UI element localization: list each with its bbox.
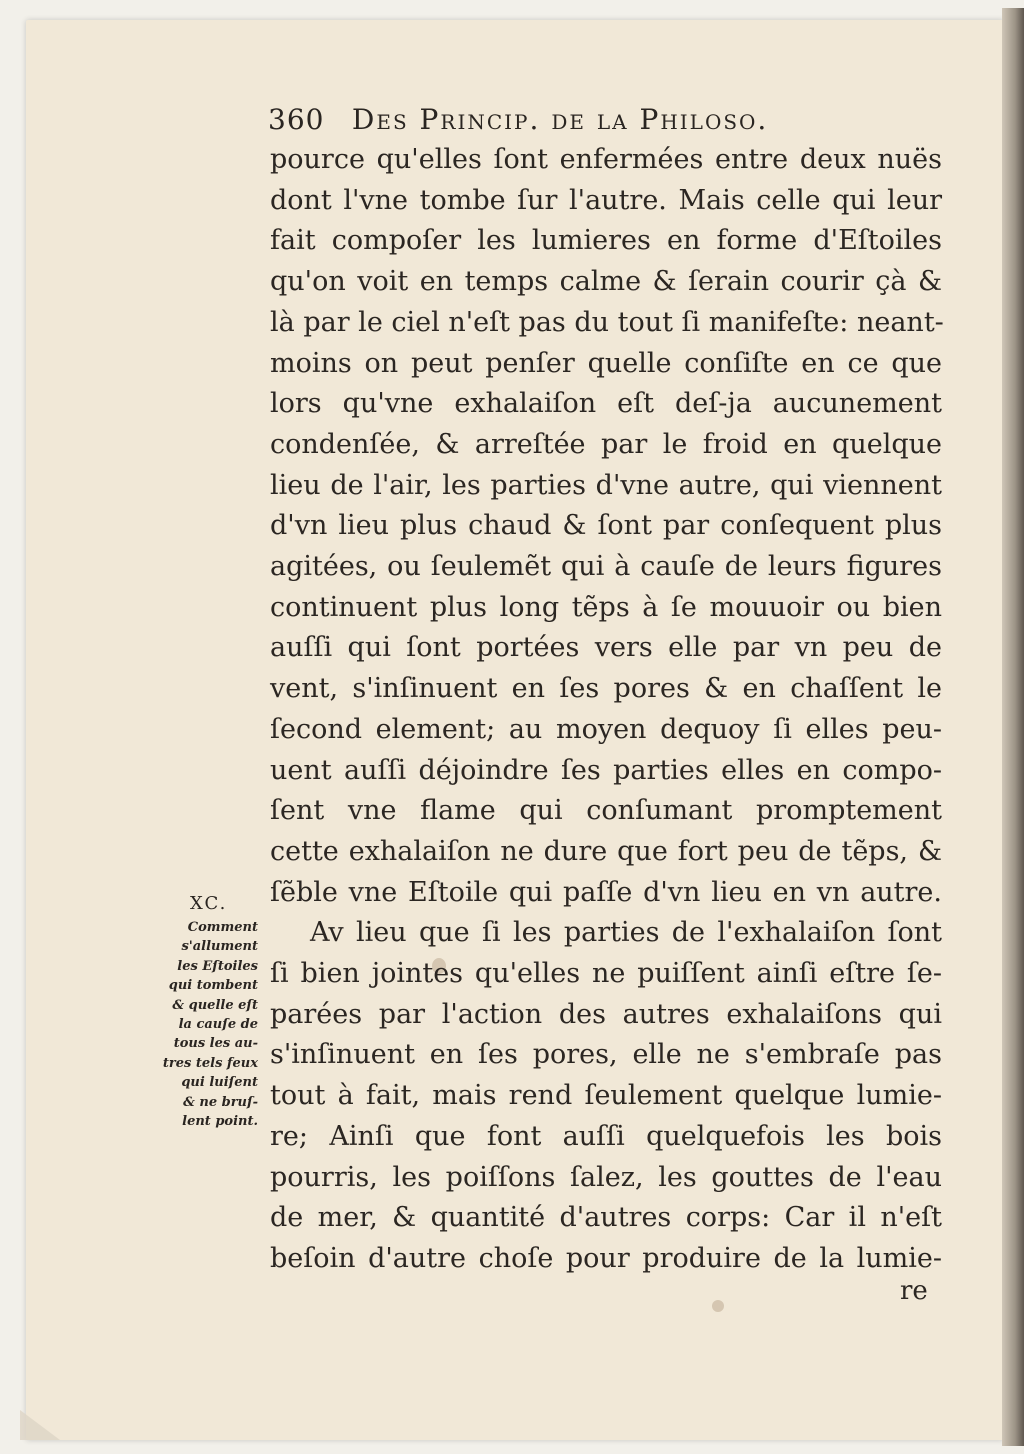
catchword: re bbox=[900, 1276, 928, 1306]
margin-note-line: tres tels feux bbox=[162, 1055, 258, 1071]
text-line: qu'on voit en temps calme & ſerain courir çà & bbox=[270, 266, 942, 298]
text-line: fait compoſer les lumieres en forme d'Eſtoiles bbox=[270, 225, 942, 257]
text-line: lieu de l'air, les parties d'vne autre, qui viennent bbox=[270, 469, 942, 501]
text-line: cette exhalaiſon ne dure que fort peu de tẽps, & bbox=[270, 835, 942, 867]
margin-note-line: qui luiſent bbox=[181, 1075, 258, 1091]
margin-note-line: la cauſe de bbox=[178, 1017, 258, 1033]
margin-note-line: & ne bruſ- bbox=[183, 1094, 258, 1110]
paragraph-start-line: Av lieu que ſi les parties de l'exhalaiſon ſont bbox=[310, 917, 942, 949]
text-line: tout à fait, mais rend ſeulement quelque lumie- bbox=[270, 1080, 942, 1112]
running-head bbox=[268, 103, 958, 143]
text-line: auſſi qui ſont portées vers elle par vn peu de bbox=[270, 632, 942, 664]
text-line: là par le ciel n'eſt pas du tout ſi manifeſte: neant- bbox=[270, 306, 944, 338]
text-line: ſecond element; au moyen dequoy ſi elles peu- bbox=[270, 713, 942, 745]
text-line: s'inſinuent en ſes pores, elle ne s'embraſe pas bbox=[270, 1039, 942, 1071]
text-line: d'vn lieu plus chaud & ſont par conſequent plus bbox=[270, 510, 942, 542]
text-line: pource qu'elles ſont enfermées entre deux nuës bbox=[270, 144, 942, 175]
text-line: ſẽble vne Eſtoile qui paſſe d'vn lieu en vn autre. bbox=[270, 876, 942, 908]
text-line: agitées, ou ſeulemẽt qui à cauſe de leurs figures bbox=[270, 551, 942, 583]
text-line: re; Ainſi que font auſſi quelquefois les bois bbox=[270, 1120, 942, 1152]
text-line: ſent vne flame qui conſumant promptement bbox=[270, 795, 942, 827]
text-line: de mer, & quantité d'autres corps: Car il n'eſt bbox=[270, 1202, 942, 1234]
page-edge-shadow bbox=[1002, 8, 1024, 1446]
text-line: parées par l'action des autres exhalaiſons qui bbox=[270, 998, 942, 1030]
text-line: dont l'vne tombe ſur l'autre. Mais celle qui leur bbox=[270, 184, 942, 216]
text-line: beſoin d'autre choſe pour produire de la lumie- bbox=[270, 1242, 942, 1274]
margin-note-line: lent point. bbox=[182, 1114, 258, 1130]
margin-note-line: les Eſtoiles bbox=[177, 958, 258, 974]
text-line: condenſée, & arreſtée par le froid en quelque bbox=[270, 428, 942, 460]
margin-note bbox=[150, 918, 258, 1131]
text-line: vent, s'inſinuent en ſes pores & en chaſſent le bbox=[270, 673, 942, 705]
page-number: 360 bbox=[268, 103, 325, 136]
text-line: moins on peut penſer quelle conſiſte en ce que bbox=[270, 347, 942, 379]
sidenote-number: XC. bbox=[190, 893, 228, 914]
text-line: ſi bien jointes qu'elles ne puiſſent ainſi eſtre ſe- bbox=[270, 958, 942, 990]
margin-note-line: qui tombent bbox=[168, 978, 258, 994]
margin-note-line: & quelle eſt bbox=[172, 997, 258, 1013]
running-title: Des Princip. de la Philoso. bbox=[351, 103, 769, 136]
text-line: pourris, les poiſſons ſalez, les gouttes de l'eau bbox=[270, 1161, 942, 1193]
text-line: uent auſſi déjoindre ſes parties elles en compo- bbox=[270, 754, 942, 786]
text-line: lors qu'vne exhalaiſon eſt deſ-ja aucunement bbox=[270, 388, 942, 420]
margin-note-line: Comment bbox=[187, 920, 258, 935]
margin-note-line: s'allument bbox=[181, 939, 258, 955]
margin-note-line: tous les au- bbox=[173, 1036, 258, 1052]
main-text bbox=[270, 140, 970, 1320]
text-line: continuent plus long tẽps à ſe mouuoir ou bien bbox=[270, 591, 942, 623]
